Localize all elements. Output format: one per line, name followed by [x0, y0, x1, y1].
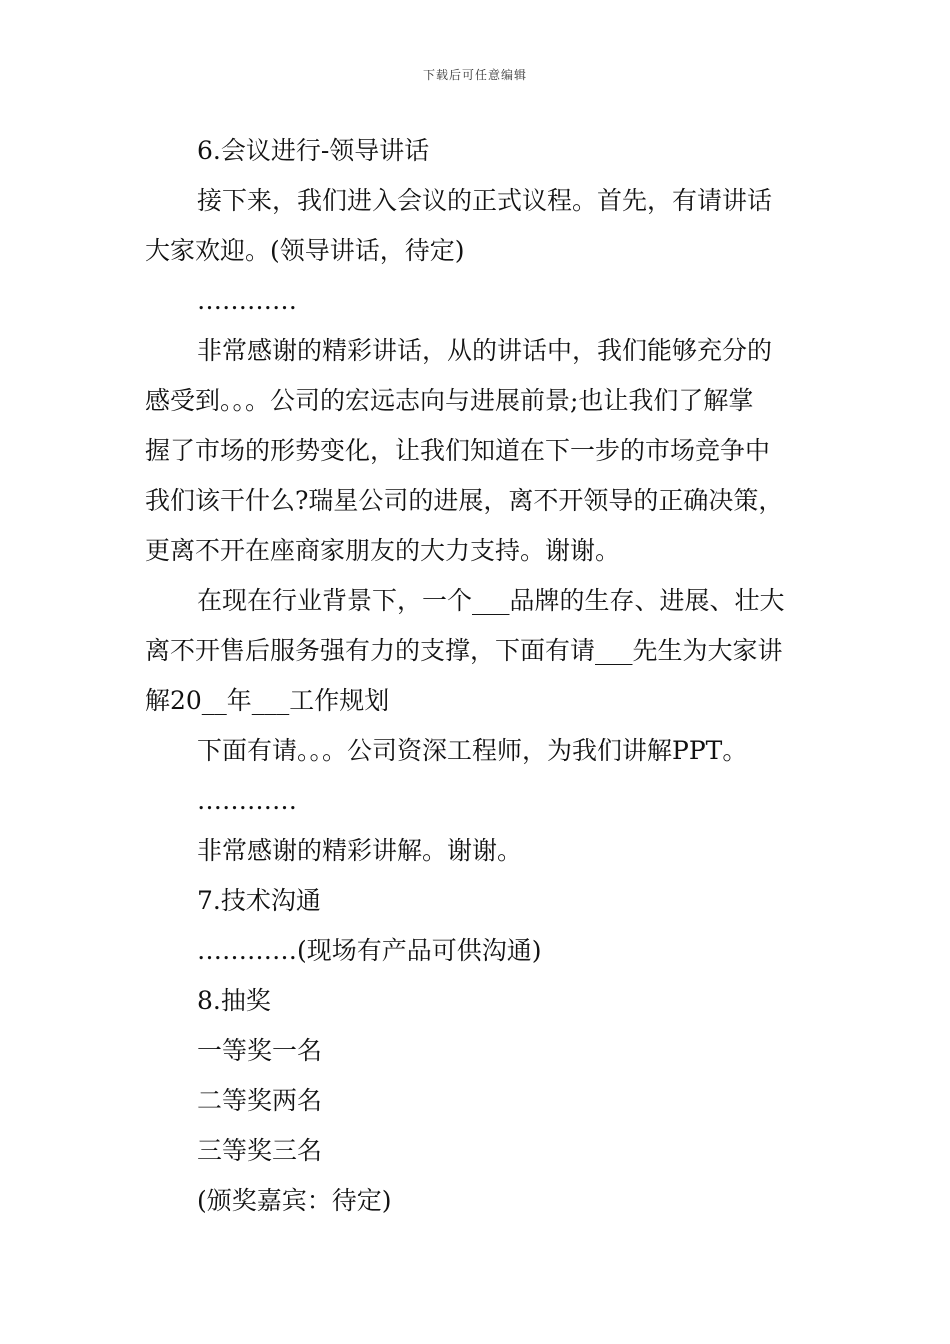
paragraph-line: 接下来，我们进入会议的正式议程。首先，有请讲话 — [197, 186, 773, 215]
section-heading: 7.技术沟通 — [197, 886, 321, 915]
prize-item: 一等奖一名 — [197, 1036, 323, 1065]
paragraph-line: …………(现场有产品可供沟通) — [197, 936, 542, 965]
paragraph-line: 更离不开在座商家朋友的大力支持。谢谢。 — [145, 536, 621, 565]
paragraph-line: 非常感谢的精彩讲话，从的讲话中，我们能够充分的 — [197, 336, 773, 365]
section-heading: 6.会议进行-领导讲话 — [197, 136, 430, 165]
paragraph-line: 下面有请。。。公司资深工程师，为我们讲解PPT。 — [197, 736, 748, 765]
header-note: 下载后可任意编辑 — [422, 68, 527, 82]
document-body — [145, 126, 810, 1226]
paragraph-line: (颁奖嘉宾：待定) — [197, 1186, 392, 1215]
paragraph-line: 感受到。。。公司的宏远志向与进展前景;也让我们了解掌 — [145, 386, 754, 415]
paragraph-line: 我们该干什么?瑞星公司的进展，离不开领导的正确决策， — [145, 486, 784, 515]
paragraph-line: 非常感谢的精彩讲解。谢谢。 — [197, 836, 523, 865]
ellipsis-line: ………… — [197, 786, 297, 815]
section-heading: 8.抽奖 — [197, 986, 271, 1015]
paragraph-line: 离不开售后服务强有力的支撑，下面有请___先生为大家讲 — [145, 636, 783, 665]
paragraph-line: 在现在行业背景下，一个___品牌的生存、进展、壮大 — [197, 586, 785, 615]
paragraph-line: 解20__年___工作规划 — [145, 686, 390, 715]
paragraph-line: 握了市场的形势变化，让我们知道在下一步的市场竞争中 — [145, 436, 771, 465]
prize-item: 二等奖两名 — [197, 1086, 323, 1115]
ellipsis-line: ………… — [197, 286, 297, 315]
prize-item: 三等奖三名 — [197, 1136, 323, 1165]
paragraph-line: 大家欢迎。(领导讲话，待定) — [145, 236, 465, 265]
